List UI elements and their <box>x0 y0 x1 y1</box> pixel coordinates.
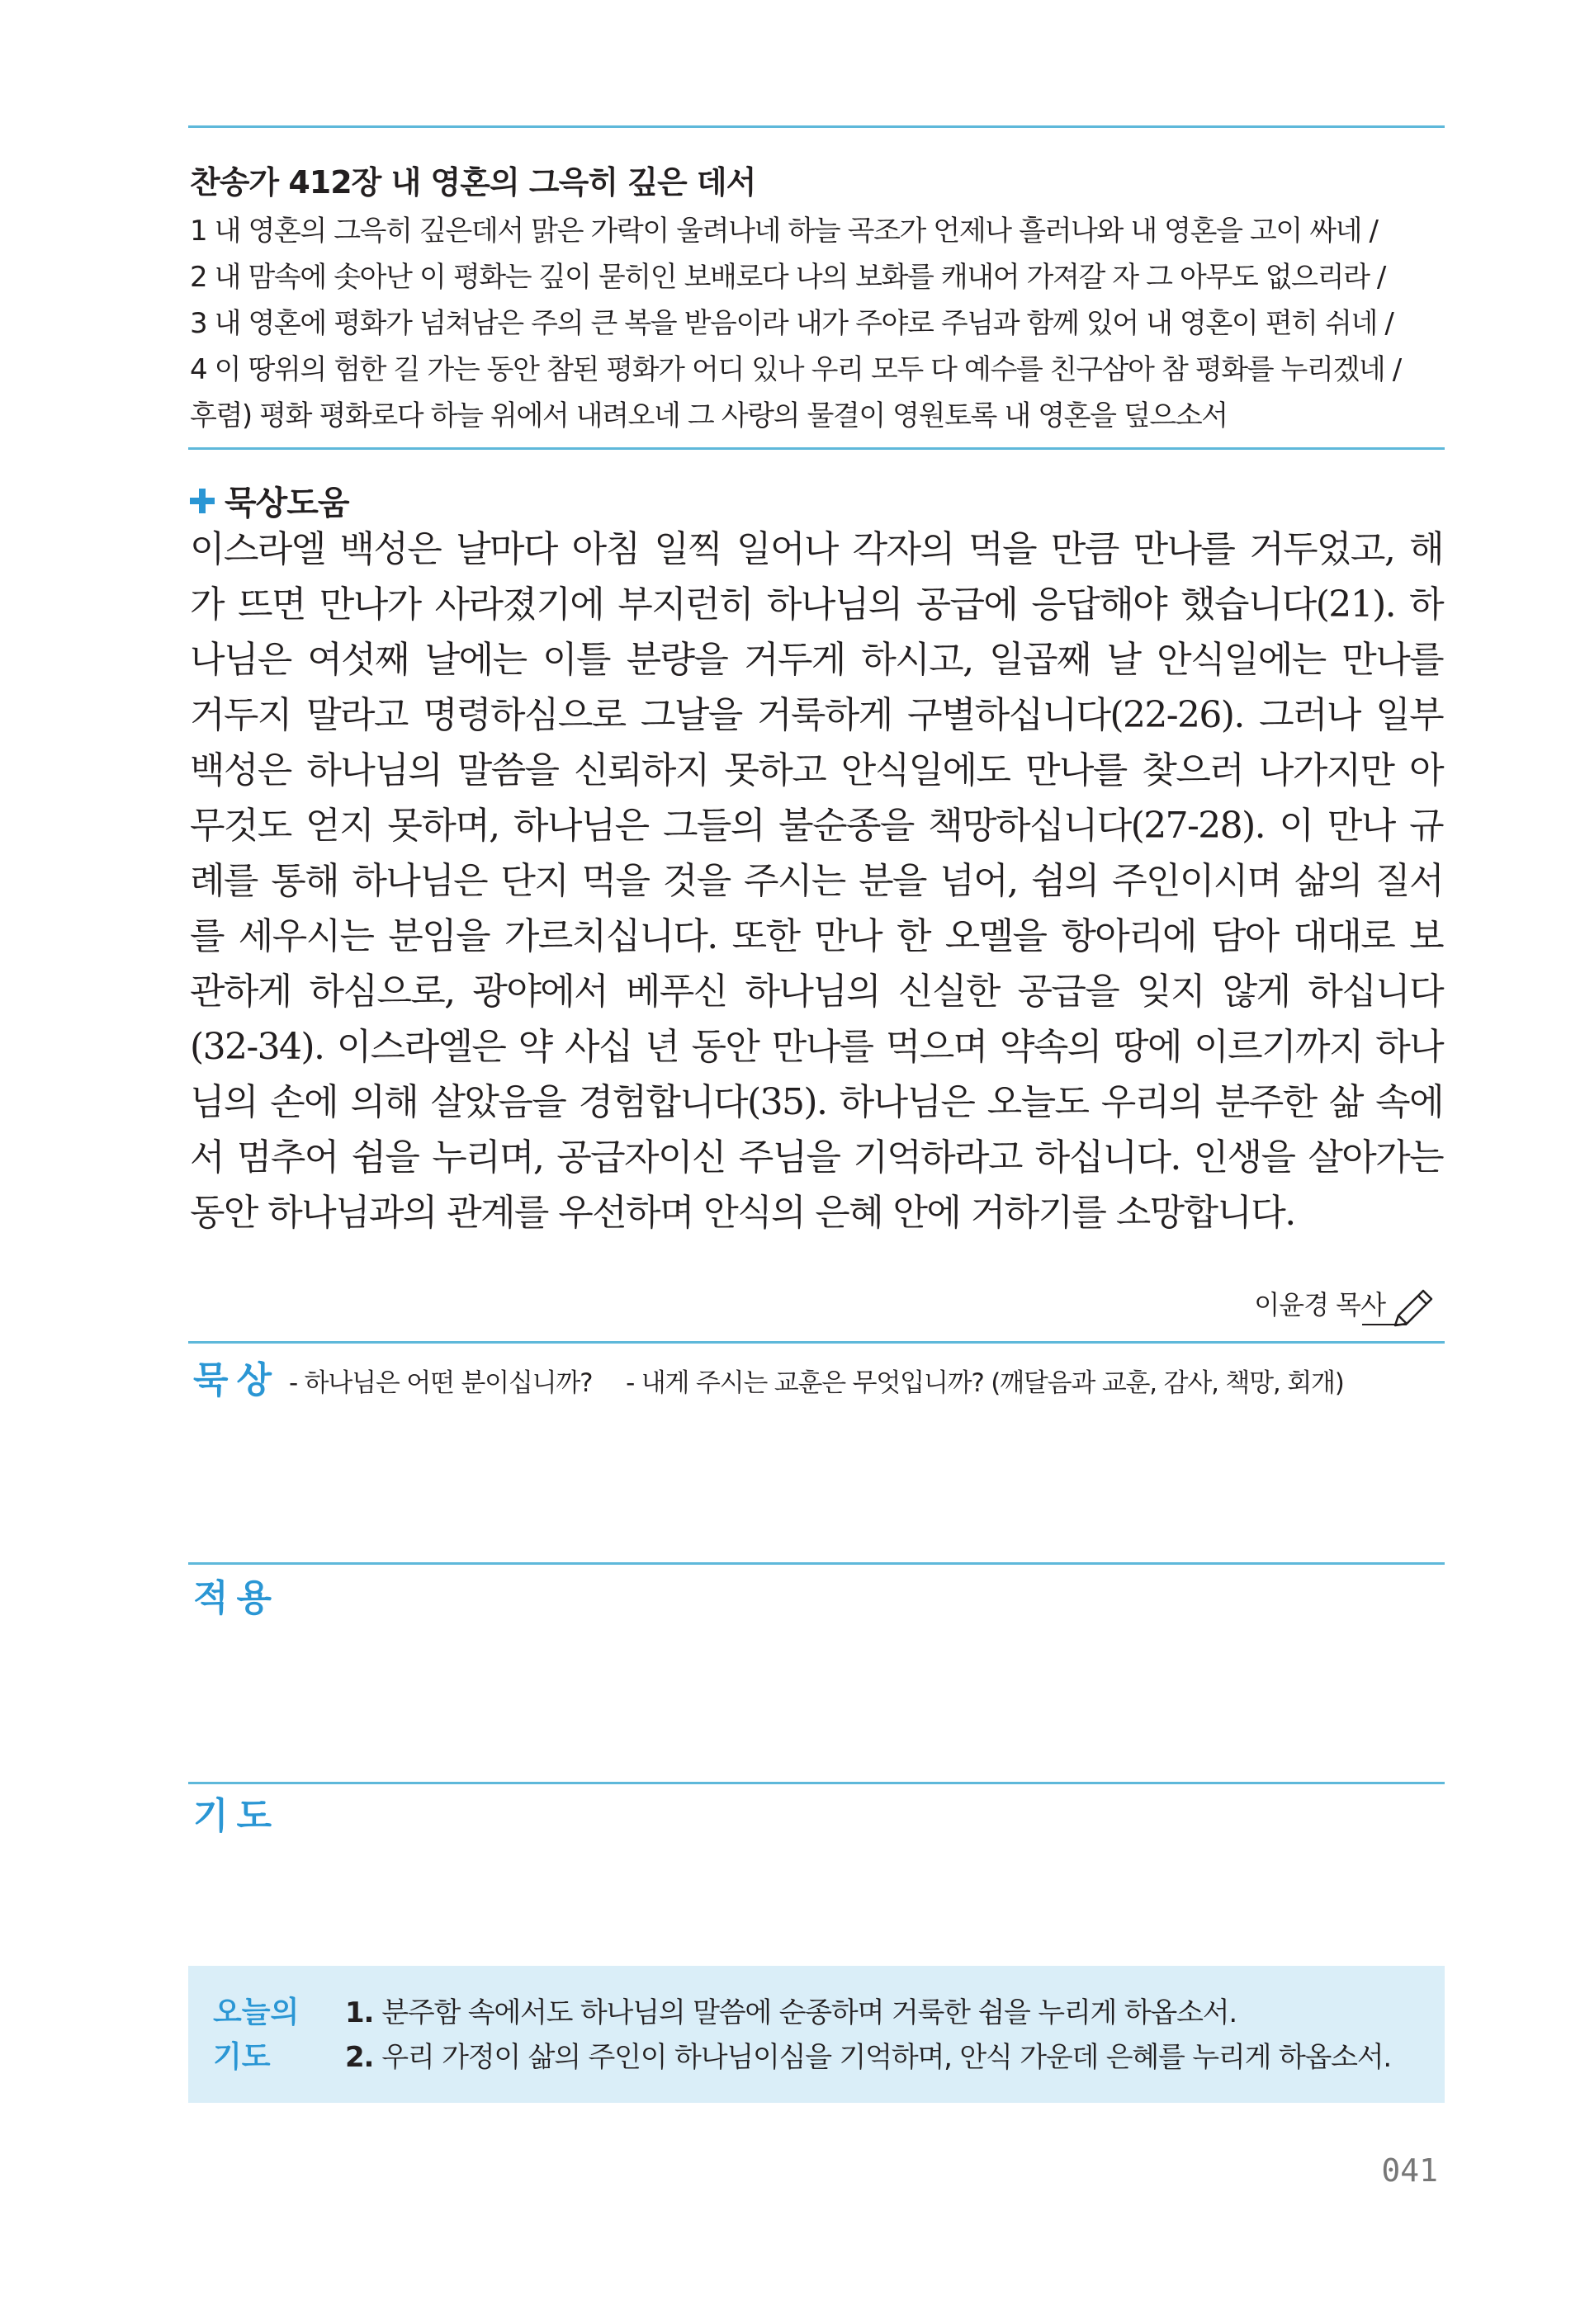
prayer-item-text: 우리 가정이 삶의 주인이 하나님이심을 기억하며, 안식 가운데 은혜를 누리게 하옵소서. <box>381 2041 1392 2074</box>
apply-label: 적용 <box>193 1577 281 1619</box>
meditate-label: 묵상 <box>193 1359 281 1401</box>
body-line: 가 뜨면 만나가 사라졌기에 부지런히 하나님의 공급에 응답해야 했습니다(21). 하 <box>190 583 1443 626</box>
prayer-label: 기도 <box>193 1795 281 1837</box>
hymn-lyrics <box>190 208 1445 439</box>
hymn-verse-3: 3 내 영혼에 평화가 넘쳐남은 주의 큰 복을 받음이라 내가 주야로 주님과 함께 있어 내 영혼이 편히 쉬네 / <box>190 307 1393 340</box>
prayer-item-text: 분주함 속에서도 하나님의 말씀에 순종하며 거룩한 쉼을 누리게 하옵소서. <box>381 1996 1237 2029</box>
plus-icon <box>190 489 215 513</box>
hymn-verse-1: 1 내 영혼의 그윽히 깊은데서 맑은 가락이 울려나네 하늘 곡조가 언제나 흘러나와 내 영혼을 고이 싸네 / <box>190 215 1378 248</box>
hymn-verse-4: 4 이 땅위의 험한 길 가는 동안 참된 평화가 어디 있나 우리 모두 다 예수를 친구삼아 참 평화를 누리겠네 / <box>190 353 1401 386</box>
meditation-heading <box>190 477 349 524</box>
body-line: 백성은 하나님의 말씀을 신뢰하지 못하고 안식일에도 만나를 찾으러 나가지만 아 <box>190 749 1443 791</box>
meditation-body <box>190 522 1443 1240</box>
today-prayer-box <box>188 1966 1445 2103</box>
top-rule <box>188 125 1445 128</box>
today-prayer-label <box>213 1991 299 2080</box>
body-line: 례를 통해 하나님은 단지 먹을 것을 주시는 분을 넘어, 쉼의 주인이시며 삶의 질서 <box>190 860 1443 902</box>
apply-divider <box>188 1562 1445 1565</box>
body-line: 님의 손에 의해 살았음을 경험합니다(35). 하나님은 오늘도 우리의 분주한 삶 속에 <box>190 1081 1443 1123</box>
today-prayer-list <box>345 1991 1391 2080</box>
prayer-divider <box>188 1782 1445 1784</box>
meditate-prompt: - 하나님은 어떤 분이십니까? <box>289 1368 593 1398</box>
body-line: 거두지 말라고 명령하심으로 그날을 거룩하게 구별하십니다(22-26). 그러나 일부 <box>190 694 1443 736</box>
meditate-prompt: - 내게 주시는 교훈은 무엇입니까? (깨달음과 교훈, 감사, 책망, 회개) <box>626 1368 1344 1398</box>
hymn-title: 찬송가 412장 내 영혼의 그윽히 깊은 데서 <box>190 164 756 201</box>
prayer-item <box>345 1991 1391 2035</box>
page-number: 041 <box>1381 2152 1438 2189</box>
today-prayer-label-line: 기도 <box>213 2040 271 2074</box>
prayer-item-number: 2. <box>345 2041 374 2074</box>
prayer-item-number: 1. <box>345 1996 374 2029</box>
today-prayer-label-line: 오늘의 <box>213 1996 300 2029</box>
hymn-verse-2: 2 내 맘속에 솟아난 이 평화는 깊이 묻히인 보배로다 나의 보화를 캐내어 가져갈 자 그 아무도 없으리라 / <box>190 261 1385 294</box>
author-signature: 이윤경 목사 <box>1254 1289 1385 1320</box>
body-line: 나님은 여섯째 날에는 이틀 분량을 거두게 하시고, 일곱째 날 안식일에는 만나를 <box>190 639 1443 681</box>
body-line: 서 멈추어 쉼을 누리며, 공급자이신 주님을 기억하라고 하십니다. 인생을 살아가는 <box>190 1136 1443 1179</box>
pencil-icon <box>1387 1278 1438 1329</box>
body-line: 관하게 하심으로, 광야에서 베푸신 하나님의 신실한 공급을 잊지 않게 하십니다 <box>190 971 1443 1013</box>
body-line: 동안 하나님과의 관계를 우선하며 안식의 은혜 안에 거하기를 소망합니다. <box>190 1192 1295 1234</box>
meditation-heading-text: 묵상도움 <box>225 484 349 522</box>
hymn-refrain: 후렴) 평화 평화로다 하늘 위에서 내려오네 그 사랑의 물결이 영원토록 내 영혼을 덮으소서 <box>190 399 1228 432</box>
hymn-divider <box>188 447 1445 450</box>
meditate-prompts <box>289 1362 1370 1399</box>
prayer-item <box>345 2035 1391 2080</box>
body-line: 이스라엘 백성은 날마다 아침 일찍 일어나 각자의 먹을 만큼 만나를 거두었고, 해 <box>190 528 1443 570</box>
body-line: 를 세우시는 분임을 가르치십니다. 또한 만나 한 오멜을 항아리에 담아 대대로 보 <box>190 915 1443 957</box>
body-line: 무것도 얻지 못하며, 하나님은 그들의 불순종을 책망하십니다(27-28). 이 만나 규 <box>190 805 1443 847</box>
body-line: (32-34). 이스라엘은 약 사십 년 동안 만나를 먹으며 약속의 땅에 이르기까지 하나 <box>190 1026 1443 1068</box>
meditate-divider <box>188 1341 1445 1344</box>
